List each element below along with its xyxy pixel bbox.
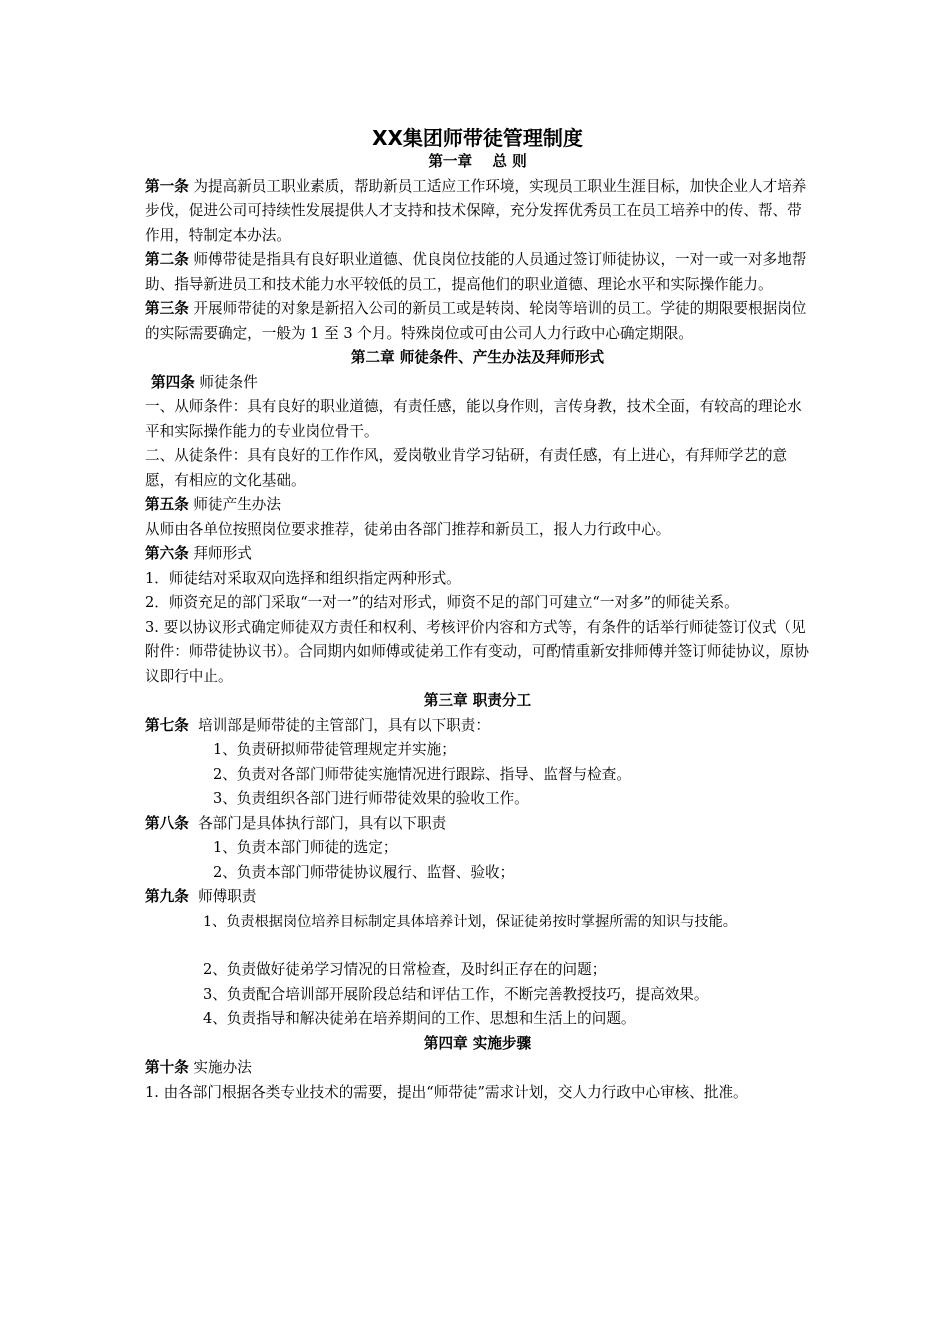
chapter-4-heading: 第四章 实施步骤 xyxy=(423,1034,532,1052)
paragraph: 二、从徒条件：具有良好的工作作风，爱岗敬业肯学习钻研，有责任感，有上进心，有拜师学艺的意愿，有相应的文化基础。 xyxy=(145,447,788,489)
article-9 xyxy=(145,885,810,910)
article-6 xyxy=(145,542,810,567)
article-label: 第三条 xyxy=(145,300,189,317)
article-text: 各部门是具体执行部门，具有以下职责 xyxy=(188,814,447,832)
article-text: 师徒产生办法 xyxy=(188,496,281,513)
article-text: 实施办法 xyxy=(188,1059,252,1076)
article-text: 师徒条件 xyxy=(194,373,258,391)
article-text: 为提高新员工职业素质，帮助新员工适应工作环境，实现员工职业生涯目标，加快企业人才培养步伐，促进公司可持续性发展提供人才支持和技术保障，充分发挥优秀员工在员工培养中的传、帮、带作用，特制定本办法。 xyxy=(145,177,807,244)
list-item: 2、负责对各部门师带徒实施情况进行跟踪、指导、监督与检查。 xyxy=(213,765,631,783)
paragraph: 从师由各单位按照岗位要求推荐，徒弟由各部门推荐和新员工，报人力行政中心。 xyxy=(145,520,671,538)
paragraph: 2．师资充足的部门采取“一对一”的结对形式，师资不足的部门可建立“一对多”的师徒关系。 xyxy=(145,594,739,611)
article-label: 第八条 xyxy=(145,814,189,832)
article-label: 第十条 xyxy=(145,1059,189,1076)
paragraph: 1. 由各部门根据各类专业技术的需要，提出“师带徒”需求计划，交人力行政中心审核、批准。 xyxy=(145,1083,748,1101)
list-item: 1、负责根据岗位培养目标制定具体培养计划，保证徒弟按时掌握所需的知识与技能。 xyxy=(203,913,737,930)
article-3 xyxy=(145,297,810,346)
article-label: 第四条 xyxy=(151,373,195,391)
article-8 xyxy=(145,812,810,837)
list-item: 2、负责做好徒弟学习情况的日常检查，及时纠正存在的问题； xyxy=(203,961,607,978)
article-text: 开展师带徒的对象是新招入公司的新员工或是转岗、轮岗等培训的员工。学徒的期限要根据岗位的实际需要确定，一般为 1 至 3 个月。特殊岗位或可由公司人力行政中心确定期限。 xyxy=(145,300,807,342)
article-5 xyxy=(145,493,810,518)
article-label: 第六条 xyxy=(145,545,189,562)
paragraph: 一、从师条件：具有良好的职业道德，有责任感，能以身作则，言传身教，技术全面，有较高的理论水平和实际操作能力的专业岗位骨干。 xyxy=(145,398,802,440)
article-label: 第一条 xyxy=(145,177,189,195)
paragraph: 3. 要以协议形式确定师徒双方责任和权利、考核评价内容和方式等，有条件的话举行师徒签订仪式（见附件：师带徒协议书）。合同期内如师傅或徒弟工作有变动，可酌情重新安排师傅并签订师徒协议，原协议即行中止。 xyxy=(145,618,810,685)
article-text: 师傅职责 xyxy=(188,888,257,905)
paragraph: 1．师徒结对采取双向选择和组织指定两种形式。 xyxy=(145,569,461,587)
list-item: 2、负责本部门师带徒协议履行、监督、验收； xyxy=(213,863,515,881)
list-item: 3、负责配合培训部开展阶段总结和评估工作，不断完善教授技巧，提高效果。 xyxy=(203,985,709,1003)
article-text: 师傅带徒是指具有良好职业道德、优良岗位技能的人员通过签订师徒协议，一对一或一对多地帮助、指导新进员工和技术能力水平较低的员工，提高他们的职业道德、理论水平和实际操作能力。 xyxy=(145,251,807,293)
chapter-2-heading: 第二章 师徒条件、产生办法及拜师形式 xyxy=(350,349,605,366)
article-10 xyxy=(145,1056,810,1081)
document-body xyxy=(145,126,810,1105)
article-1 xyxy=(145,175,810,249)
blank-line xyxy=(145,934,810,958)
chapter-1-heading: 第一章 总 则 xyxy=(428,153,527,170)
article-7 xyxy=(145,714,810,739)
article-label: 第七条 xyxy=(145,716,189,734)
list-item: 4、负责指导和解决徒弟在培养期间的工作、思想和生活上的问题。 xyxy=(203,1010,636,1027)
chapter-3-heading: 第三章 职责分工 xyxy=(423,692,532,709)
article-4 xyxy=(145,371,810,396)
article-text: 培训部是师带徒的主管部门，具有以下职责： xyxy=(188,716,490,734)
article-label: 第五条 xyxy=(145,496,189,513)
list-item: 3、负责组织各部门进行师带徒效果的验收工作。 xyxy=(213,790,529,807)
list-item: 1、负责研拟师带徒管理规定并实施； xyxy=(213,741,456,758)
list-item: 1、负责本部门师徒的选定； xyxy=(213,839,398,856)
article-2 xyxy=(145,248,810,297)
article-text: 拜师形式 xyxy=(188,545,252,562)
article-label: 第九条 xyxy=(145,888,189,905)
article-label: 第二条 xyxy=(145,251,189,268)
document-title: XX集团师带徒管理制度 xyxy=(372,126,583,150)
